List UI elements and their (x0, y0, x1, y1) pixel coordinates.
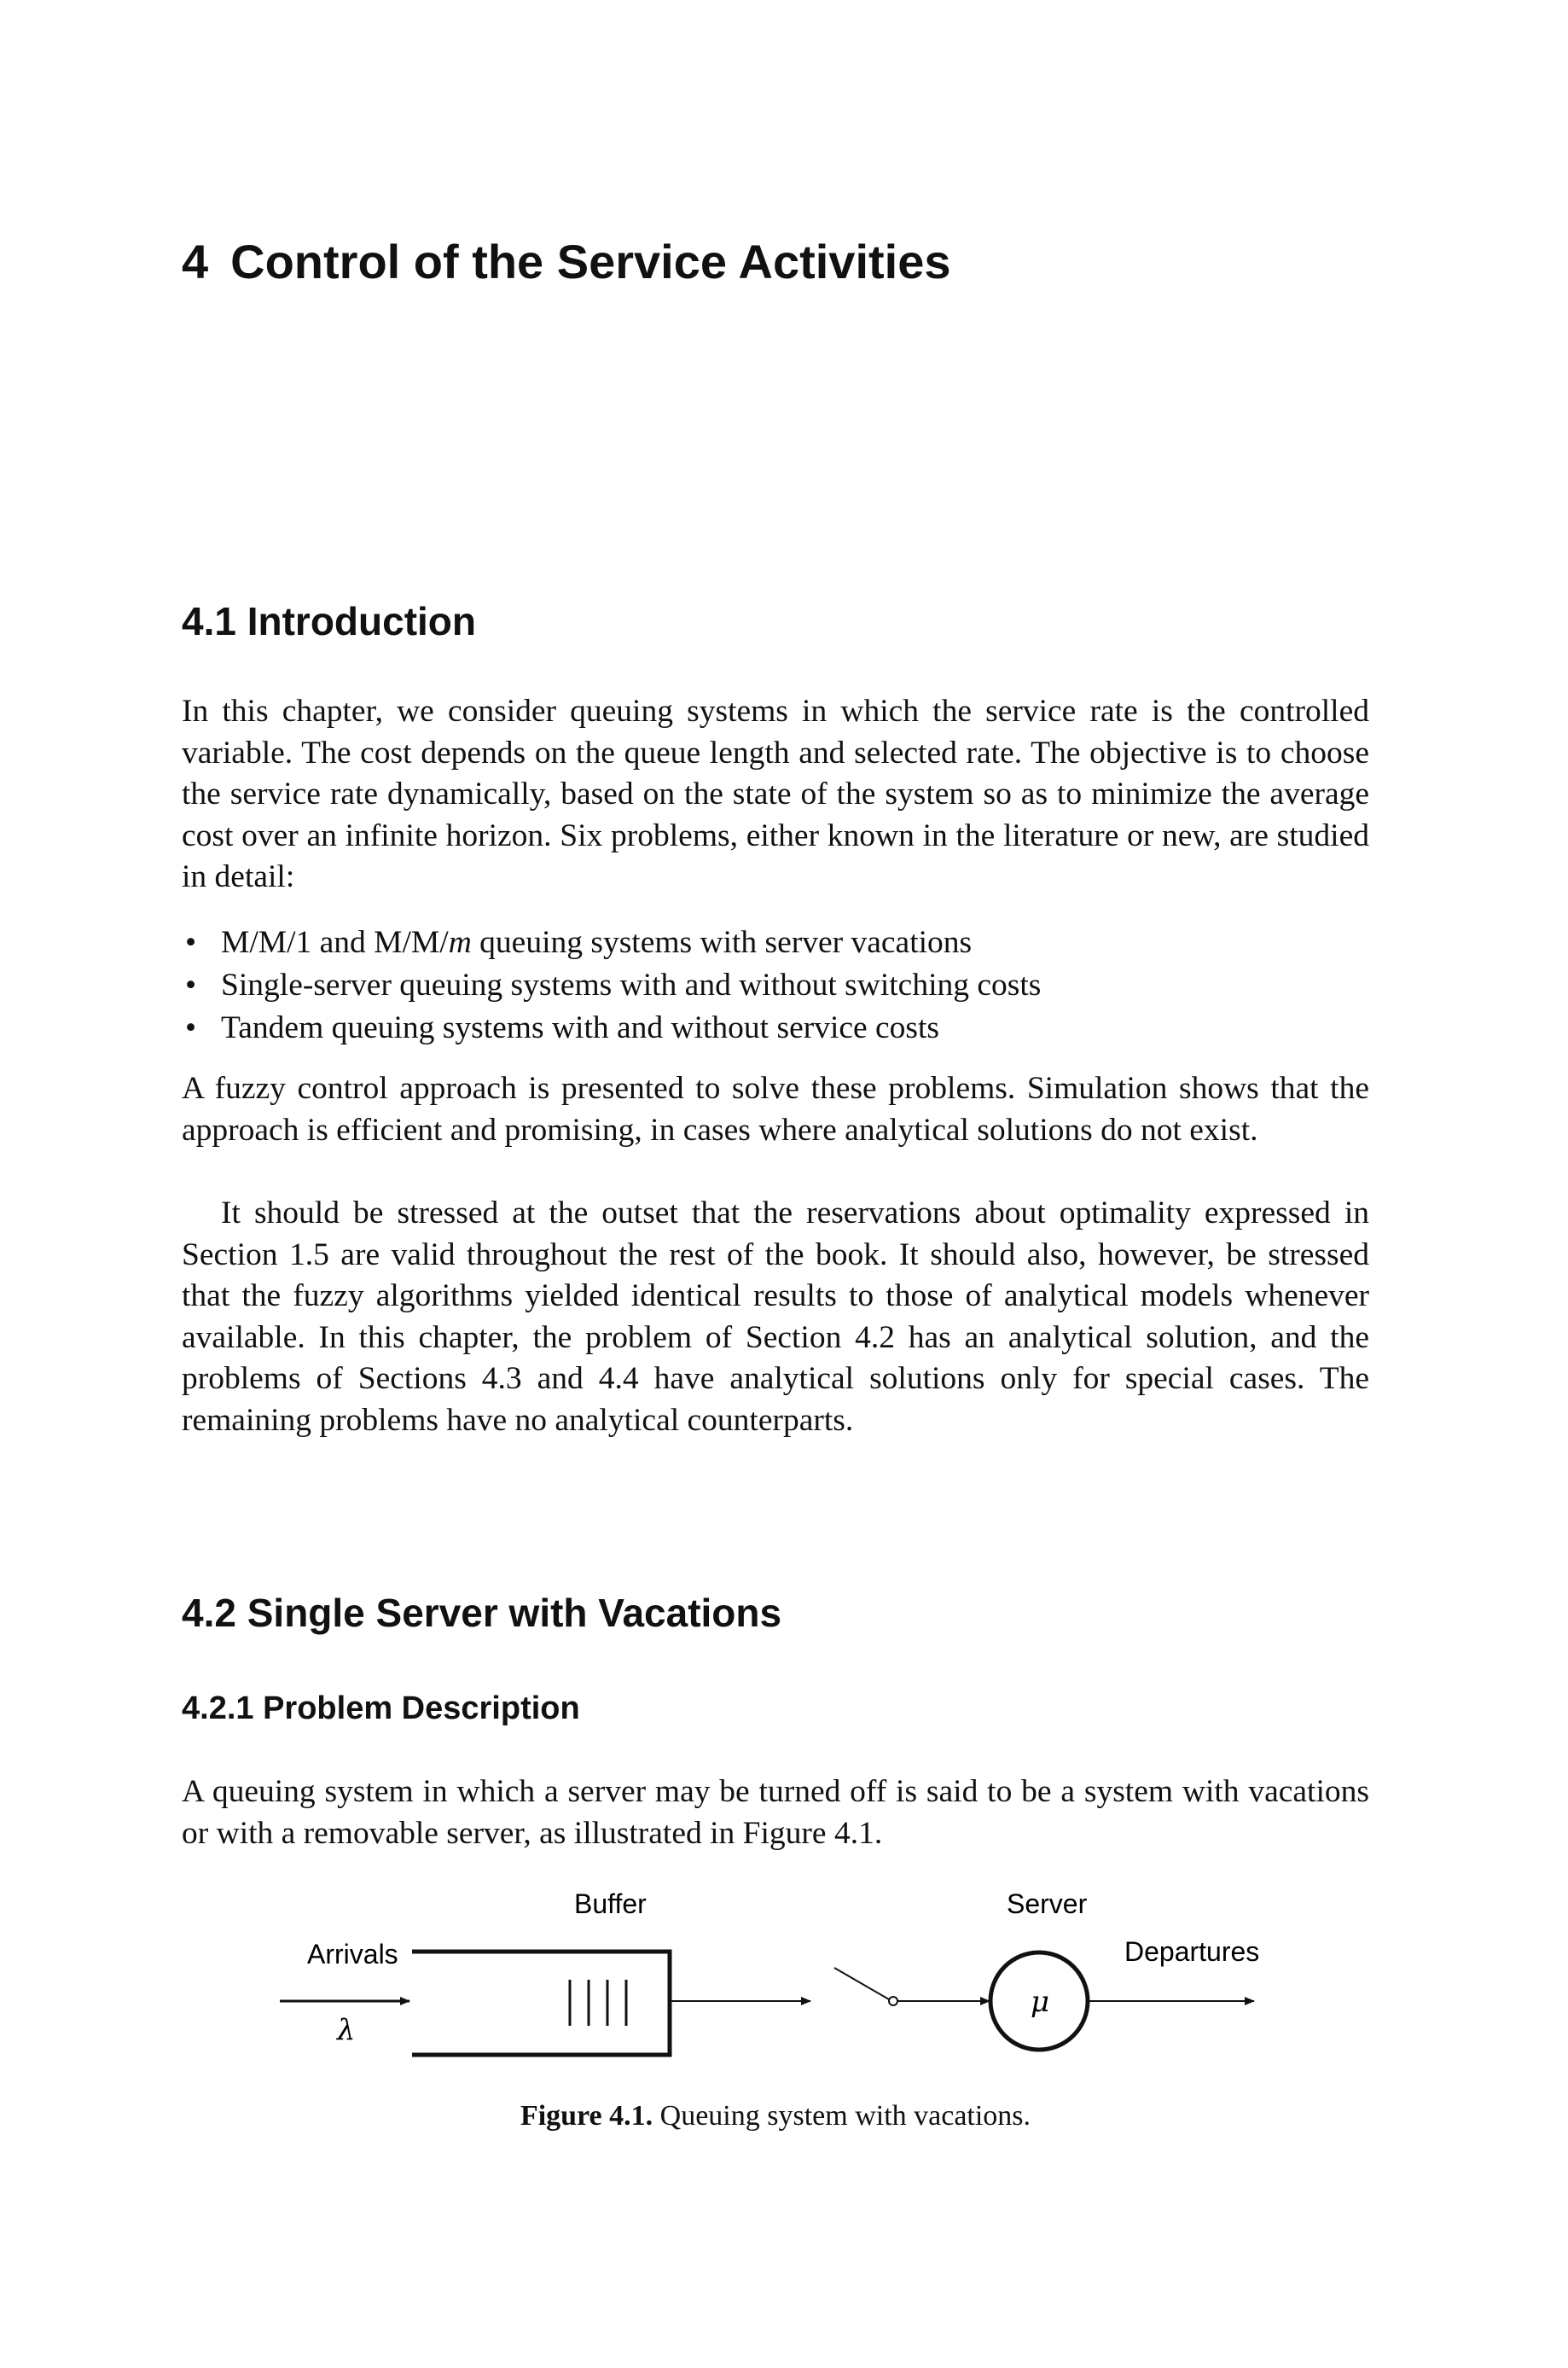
chapter-title-text: Control of the Service Activities (230, 235, 951, 288)
buffer-label: Buffer (574, 1888, 647, 1919)
bullet-italic: m (448, 925, 472, 960)
bullet-text-suffix: queuing systems with server vacations (471, 925, 973, 960)
arrivals-label: Arrivals (307, 1939, 398, 1969)
section-heading-introduction: 4.1 Introduction (182, 599, 476, 643)
mu-symbol: μ (1031, 1985, 1050, 2019)
bullet-icon: • (185, 968, 197, 1003)
caption-text: Queuing system with vacations. (653, 2100, 1031, 2132)
problem-list (182, 922, 1369, 1050)
queuing-figure (256, 1886, 1331, 2125)
queuing-diagram (256, 1886, 1331, 2091)
bullet-text: M/M/1 and M/M/ (221, 925, 449, 960)
switch-contact (889, 1997, 897, 2005)
intro-paragraph: In this chapter, we consider queuing systems in which the service rate is the controlled variable. The cost depends on the queue length and selected rate. The objective is to choose the service rate dynamically, based on the state of the system so as to minimize the average cost over an infinite horizon. Six problems, either known in the literature or new, are studied in detail: (182, 694, 1369, 894)
caption-label: Figure 4.1. (520, 2100, 653, 2132)
subsection-heading-problem: 4.2.1 Problem Description (182, 1690, 580, 1726)
list-item (182, 1007, 1369, 1050)
bullet-icon: • (185, 925, 197, 960)
section-heading-vacations: 4.2 Single Server with Vacations (182, 1591, 782, 1635)
switch-lever (834, 1968, 889, 1999)
fuzzy-approach-paragraph: A fuzzy control approach is presented to solve these problems. Simulation shows that the approach is efficient and promising, in cases where analytical solutions do not exist. (182, 1071, 1369, 1148)
bullet-icon: • (185, 1010, 197, 1045)
chapter-number: 4 (182, 235, 209, 288)
list-item (182, 964, 1369, 1007)
list-item (182, 922, 1369, 964)
bullet-text: Single-server queuing systems with and without switching costs (221, 968, 1042, 1003)
buffer-box (412, 1952, 670, 2055)
figure-caption (182, 2097, 1369, 2135)
bullet-text: Tandem queuing systems with and without service costs (221, 1010, 940, 1045)
departures-label: Departures (1124, 1936, 1260, 1967)
optimality-paragraph: It should be stressed at the outset that the reservations about optimality expressed in Section 1.5 are valid throughout the rest of the book. It should also, however, be stressed that the fuzzy algorithms yielded identical results to those of analytical models whenever available. In this chapter, the problem of Section 4.2 has an analytical solution, and the problems of Sections 4.3 and 4.4 have analytical solutions only for special cases. The remaining problems have no analytical counterparts. (182, 1196, 1369, 1438)
vacations-paragraph: A queuing system in which a server may be turned off is said to be a system with vacations or with a removable server, as illustrated in Figure 4.1. (182, 1774, 1369, 1851)
lambda-symbol: λ (337, 2013, 356, 2047)
server-label: Server (1007, 1888, 1088, 1919)
chapter-title (182, 232, 951, 292)
